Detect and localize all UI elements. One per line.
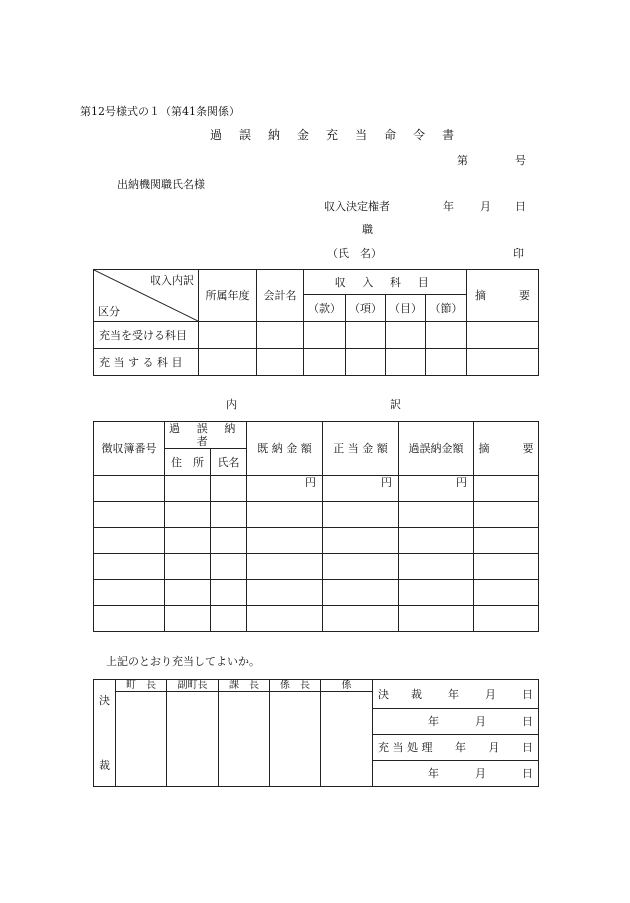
seal-box-deputy-mayor[interactable] [167,692,219,787]
cell[interactable] [474,580,539,606]
breakdown-left: 内 [226,398,237,411]
title-staff: 係 [321,680,373,692]
cell[interactable] [323,554,399,580]
col-remarks2: 摘 要 [474,422,539,476]
cell[interactable] [247,606,323,632]
cell[interactable] [474,476,539,502]
cell[interactable] [94,606,165,632]
side-label-top: 決 [99,694,110,707]
title-deputy-mayor: 副町長 [167,680,219,692]
side-label-bottom: 裁 [99,759,110,772]
cell[interactable] [399,528,474,554]
juutou-date-row [373,735,539,761]
cell[interactable] [399,606,474,632]
kessai-date-row [373,680,539,709]
juutou-label: 充 当 処 理 [378,741,433,754]
number-go: 号 [515,154,526,167]
seal-box-staff[interactable] [321,692,373,787]
col-account: 会計名 [257,270,304,322]
cell[interactable] [474,528,539,554]
cell[interactable] [211,580,247,606]
sub-moku: （目） [386,295,426,322]
sub-address: 住 所 [165,449,211,476]
cell[interactable] [257,349,304,376]
issuer-label: 収入決定権者 [324,200,390,213]
seal-box-section-chief[interactable] [219,692,270,787]
table-row [94,606,539,632]
breakdown-right: 訳 [390,398,401,411]
cell[interactable] [165,502,211,528]
col-fiscal-year: 所属年度 [199,270,257,322]
cell[interactable] [211,528,247,554]
row-allocating-item: 充 当 す る 科 目 [94,349,199,376]
title-mayor: 町 長 [116,680,167,692]
cell[interactable] [199,349,257,376]
seal-box-subsection-chief[interactable] [270,692,321,787]
cell[interactable] [474,502,539,528]
number-dai: 第 [457,154,468,167]
date-day: 日 [522,767,533,780]
issuer-month: 月 [480,200,491,213]
table-row [94,554,539,580]
date-month: 月 [475,715,486,728]
cell[interactable] [165,528,211,554]
cell[interactable] [211,606,247,632]
date-day: 日 [522,741,533,754]
cell[interactable] [474,606,539,632]
cell[interactable] [426,349,467,376]
addressee: 出納機関職氏名様 [117,178,205,191]
diag-label-top: 収入内訳 [150,274,194,287]
approval-side-label [94,680,116,787]
table-row [94,476,539,502]
cell[interactable] [346,322,386,349]
sub-setsu: （節） [426,295,467,322]
sub-kan: （款） [304,295,346,322]
cell[interactable] [304,349,346,376]
issuer-position: 職 [362,223,373,236]
cell[interactable] [323,580,399,606]
date-day: 日 [522,687,533,701]
cell[interactable] [199,322,257,349]
yen-unit: 円 [247,476,323,502]
cell[interactable] [94,580,165,606]
diag-label-bottom: 区分 [98,305,120,318]
cell[interactable] [399,554,474,580]
title-subsection-chief: 係 長 [270,680,321,692]
cell[interactable] [94,554,165,580]
issuer-year: 年 [443,200,454,213]
date-month: 月 [488,741,500,754]
juutou-date2-row [373,761,539,787]
cell[interactable] [399,502,474,528]
table-row [94,502,539,528]
cell[interactable] [386,322,426,349]
col-correct: 正 当 金 額 [323,422,399,476]
cell[interactable] [323,528,399,554]
cell[interactable] [323,606,399,632]
cell[interactable] [304,322,346,349]
cell[interactable] [165,476,211,502]
cell[interactable] [247,580,323,606]
col-over-amount: 過誤納金額 [399,422,474,476]
diagonal-header-cell [94,270,199,322]
cell[interactable] [386,349,426,376]
cell[interactable] [94,528,165,554]
cell[interactable] [426,322,467,349]
cell[interactable] [211,554,247,580]
cell[interactable] [323,502,399,528]
form-number: 第12号様式の１（第41条関係） [80,105,240,118]
date-year: 年 [428,715,439,728]
issuer-name: （氏 名） [327,247,382,260]
cell[interactable] [165,554,211,580]
sub-name: 氏名 [211,449,247,476]
cell[interactable] [247,528,323,554]
income-items-table [93,269,539,376]
breakdown-table [93,421,539,632]
kessai-label: 決 裁 [378,687,422,701]
cell[interactable] [467,322,539,349]
cell[interactable] [346,349,386,376]
col-remarks: 摘 要 [467,270,539,322]
cell[interactable] [211,502,247,528]
date-year: 年 [455,741,466,754]
cell[interactable] [94,502,165,528]
cell[interactable] [211,476,247,502]
col-income-items: 収 入 科 目 [304,270,467,295]
cell[interactable] [257,322,304,349]
issuer-seal: 印 [513,247,524,260]
table-row [94,580,539,606]
cell[interactable] [247,554,323,580]
col-ledger: 徴収簿番号 [94,422,165,476]
yen-unit: 円 [323,476,399,502]
cell[interactable] [165,580,211,606]
yen-unit: 円 [399,476,474,502]
approval-table [93,679,539,787]
date-month: 月 [475,767,486,780]
title-section-chief: 課 長 [219,680,270,692]
kessai-date2-row [373,709,539,735]
cell[interactable] [474,554,539,580]
date-year: 年 [428,767,439,780]
col-paid: 既 納 金 額 [247,422,323,476]
sub-kou: （項） [346,295,386,322]
approval-note: 上記のとおり充当してよいか。 [106,655,260,668]
col-overpaid: 過 誤 納 者 [165,422,247,449]
seal-box-mayor[interactable] [116,692,167,787]
cell[interactable] [399,580,474,606]
date-year: 年 [448,687,459,701]
cell[interactable] [165,606,211,632]
row-receiving-item: 充当を受ける科目 [94,322,199,349]
table-row [94,528,539,554]
cell[interactable] [94,476,165,502]
issuer-day: 日 [515,200,526,213]
cell[interactable] [467,349,539,376]
date-day: 日 [522,715,533,728]
date-month: 月 [485,687,496,701]
document-title: 過 誤 納 金 充 当 命 令 書 [210,128,461,142]
cell[interactable] [247,502,323,528]
